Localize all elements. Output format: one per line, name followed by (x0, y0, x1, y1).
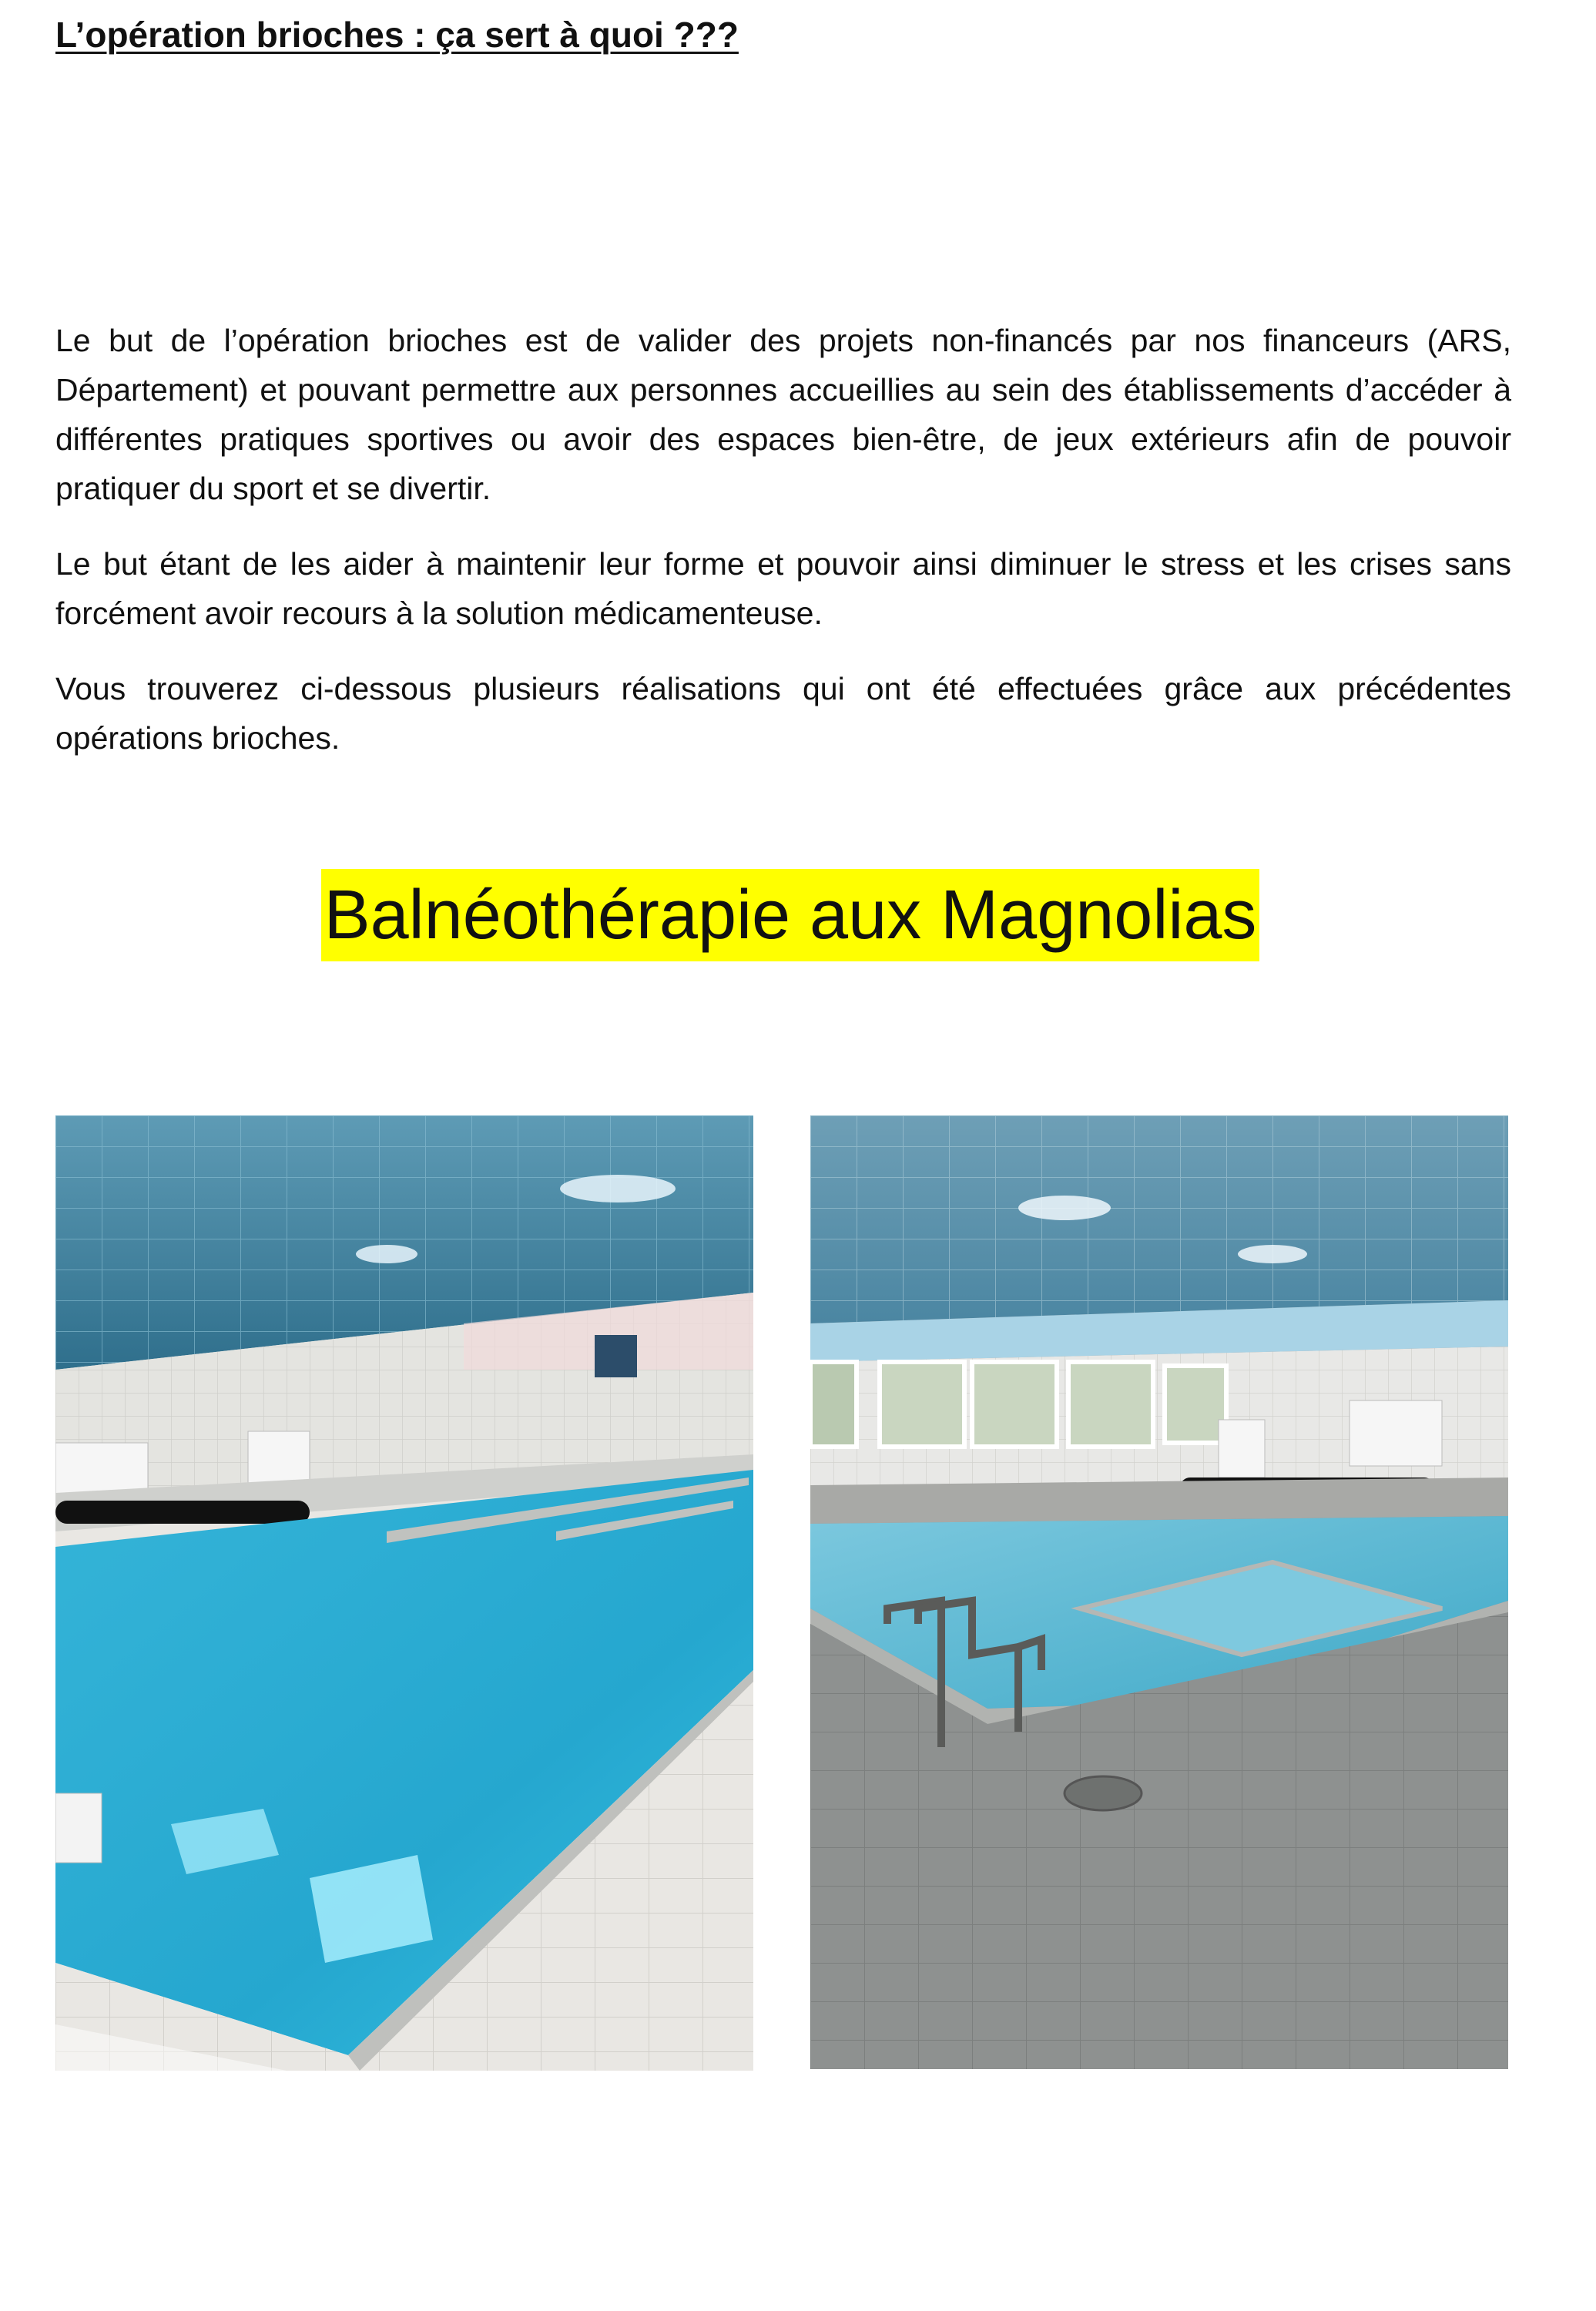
page-title: L’opération brioches : ça sert à quoi ??? (55, 15, 739, 55)
intro-text (55, 316, 1511, 789)
pool-photo-right (810, 1115, 1508, 2069)
paragraph: Le but de l’opération brioches est de valider des projets non-financés par nos financeurs (ARS, Département) et pouvant permettre aux personnes accueillies au sein des établissements d’accéder à différentes pratiques sportives ou avoir des espaces bien-être, de jeux extérieurs afin de pouvoir pratiquer du sport et se divertir. (55, 323, 1511, 506)
paragraph: Le but étant de les aider à maintenir leur forme et pouvoir ainsi diminuer le stress et les crises sans forcément avoir recours à la solution médicamenteuse. (55, 546, 1511, 631)
section-heading: Balnéothérapie aux Magnolias (321, 869, 1260, 961)
section-heading-container (0, 869, 1596, 961)
pool-photo-left (55, 1115, 753, 2071)
paragraph: Vous trouverez ci-dessous plusieurs réalisations qui ont été effectuées grâce aux précédentes opérations brioches. (55, 671, 1511, 756)
